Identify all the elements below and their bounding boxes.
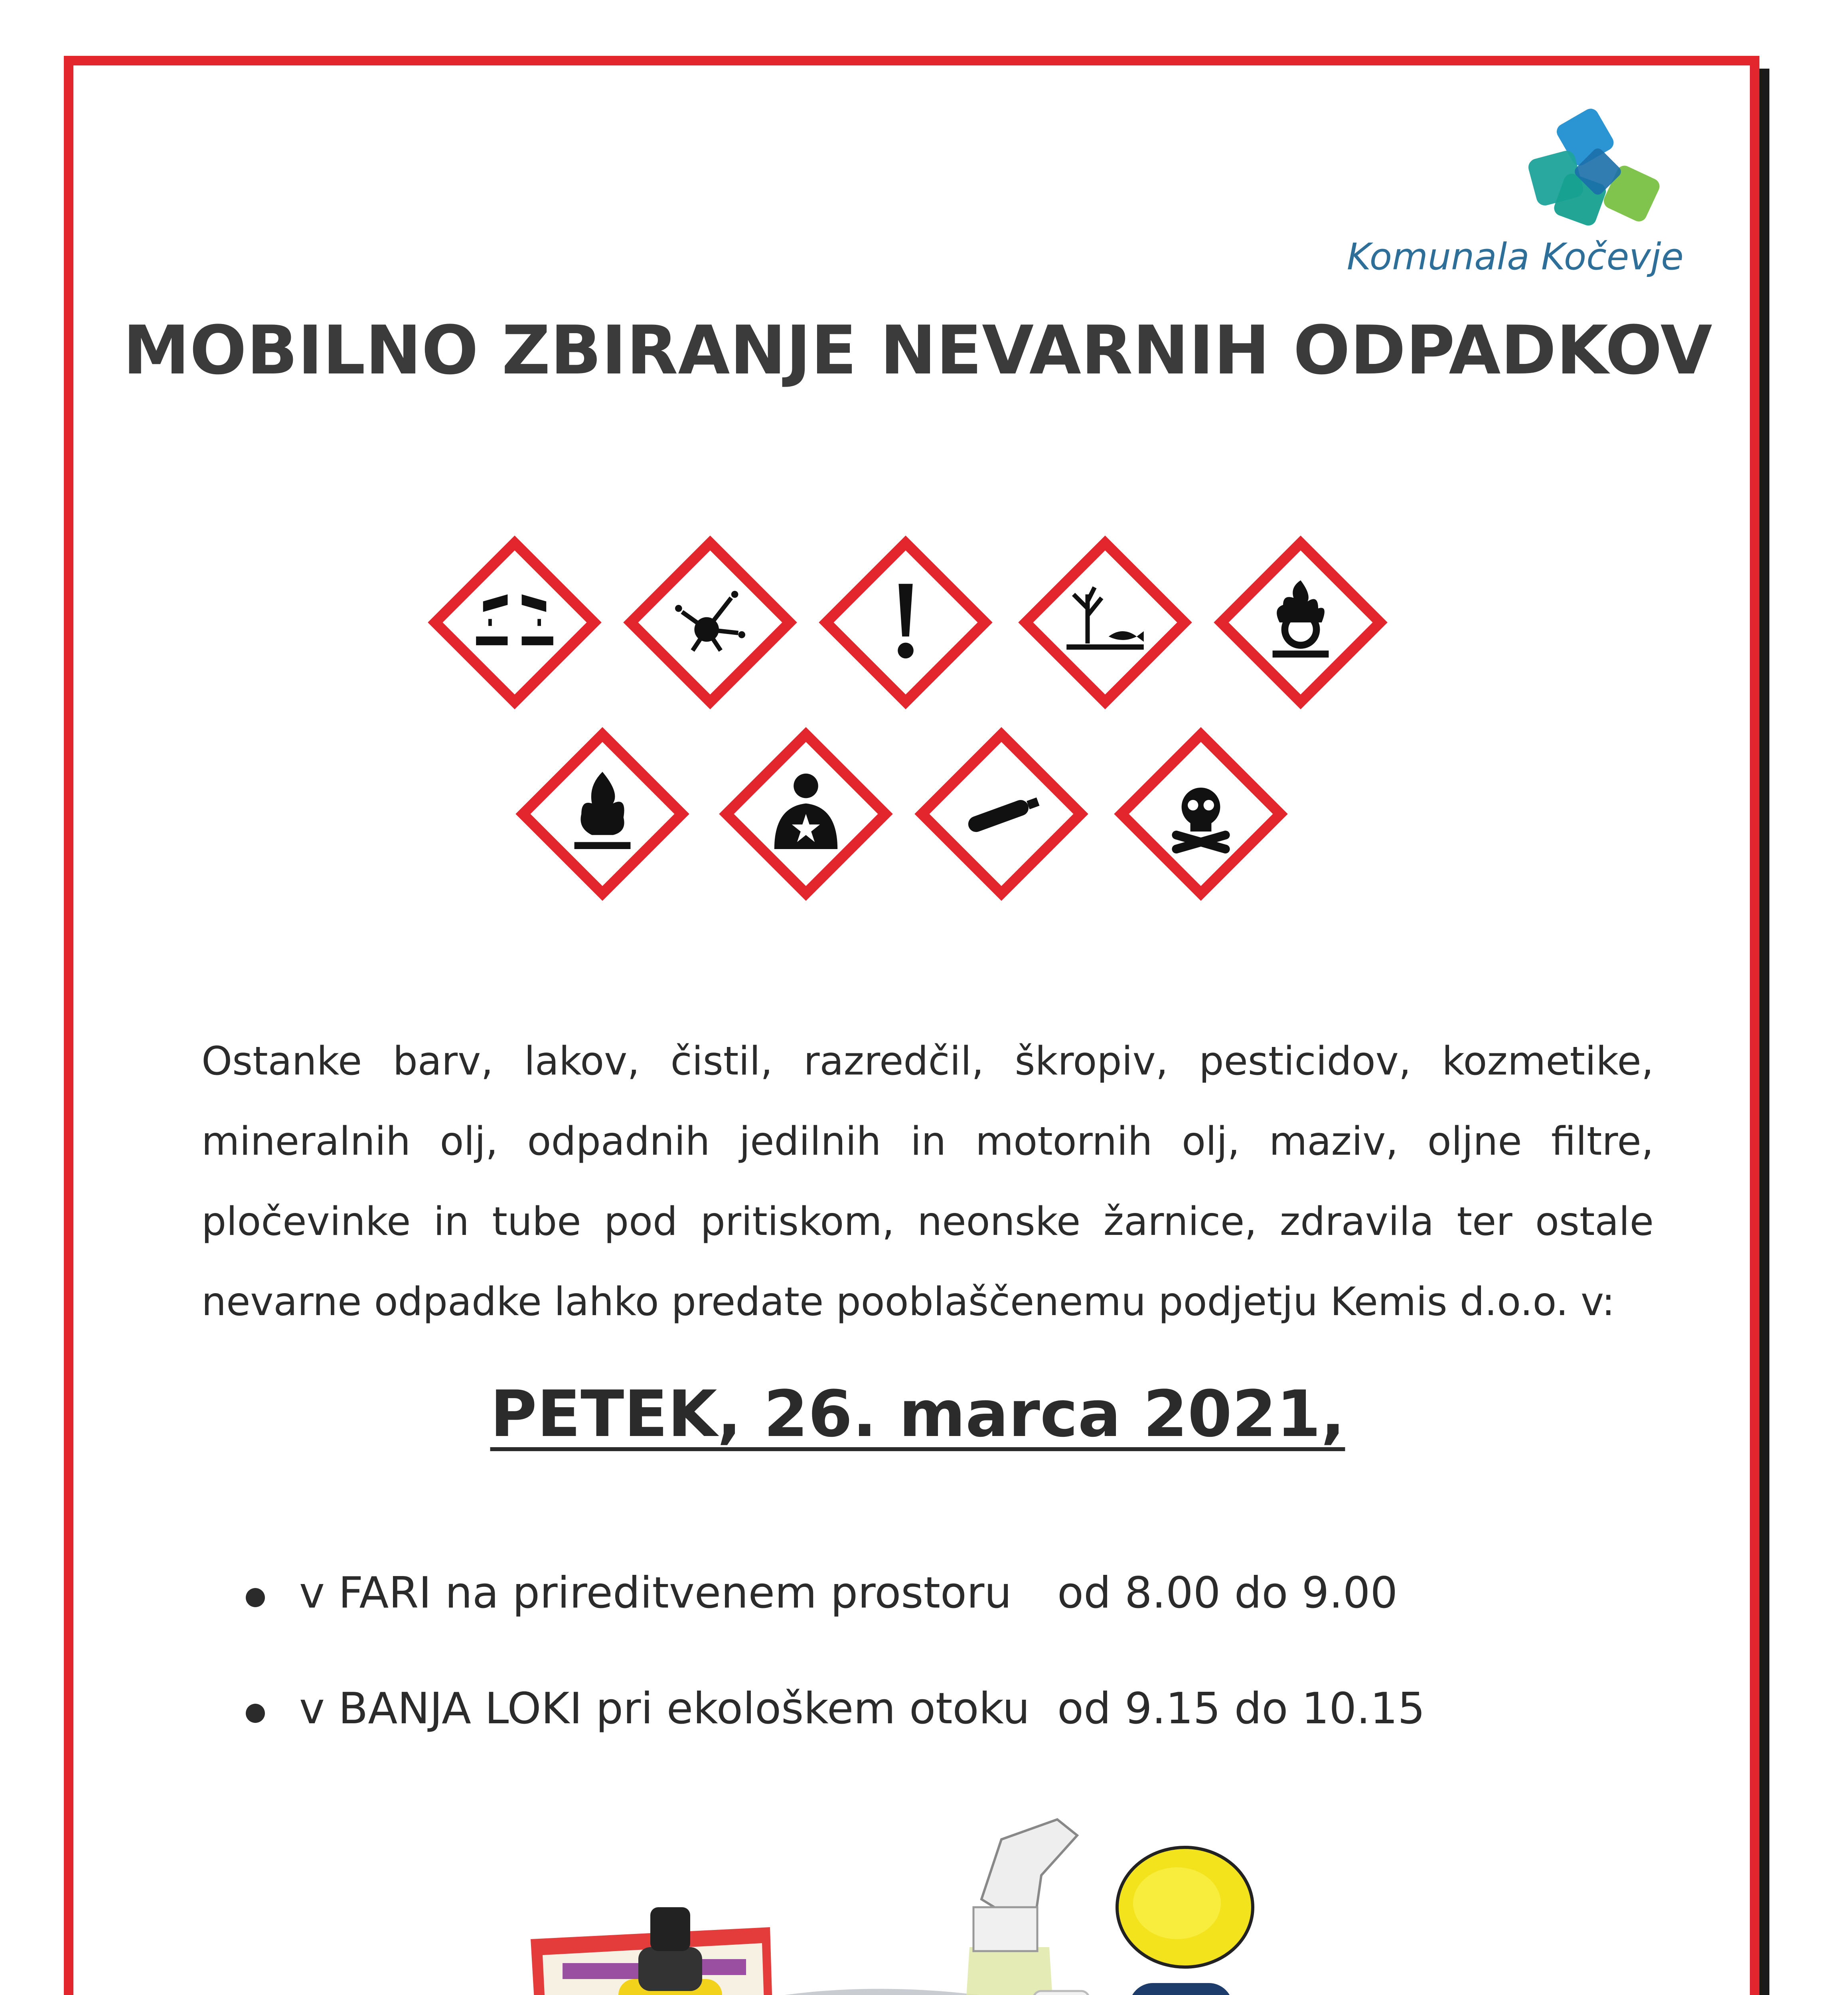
explosive-icon	[622, 535, 798, 710]
corrosive-icon	[427, 535, 602, 710]
logo-flower-icon	[1524, 106, 1668, 241]
logo-text: Komunala Kočevje	[1347, 235, 1684, 278]
bullet-icon	[246, 1588, 265, 1607]
event-date-text: PETEK, 26. marca 2021,	[490, 1377, 1345, 1451]
location-place: v BANJA LOKI pri ekološkem otoku	[299, 1684, 1030, 1734]
location-item	[239, 1684, 1636, 1748]
skull-crossbones-icon	[1113, 726, 1289, 902]
flammable-icon	[515, 726, 690, 902]
exclamation-mark-icon	[818, 535, 993, 710]
oxidizing-icon	[1213, 535, 1388, 710]
location-item	[239, 1568, 1636, 1632]
health-hazard-icon	[718, 726, 894, 902]
location-place: v FARI na prireditvenem prostoru	[299, 1568, 1012, 1618]
event-date	[120, 1377, 1716, 1451]
location-time: od 8.00 do 9.00	[1057, 1568, 1398, 1618]
company-logo	[1301, 106, 1684, 285]
page-title: MOBILNO ZBIRANJE NEVARNIH ODPADKOV	[123, 311, 1712, 389]
environment-hazard-icon	[1017, 535, 1193, 710]
hazardous-products-illustration	[531, 1803, 1321, 1995]
bullet-icon	[246, 1704, 265, 1723]
description-text: Ostanke barv, lakov, čistil, razredčil, škropiv, pesticidov, kozmetike, mineralnih olj, odpadnih jedilnih in motornih olj, maziv, oljne filtre, pločevinke in tube pod pritiskom, neonske žarnice, zdravila ter ostale nevarne odpadke lahko predate pooblaščenemu podjetju Kemis d.o.o. v:	[201, 1039, 1654, 1325]
location-time: od 9.15 do 10.15	[1057, 1684, 1425, 1734]
gas-cylinder-icon	[914, 726, 1089, 902]
